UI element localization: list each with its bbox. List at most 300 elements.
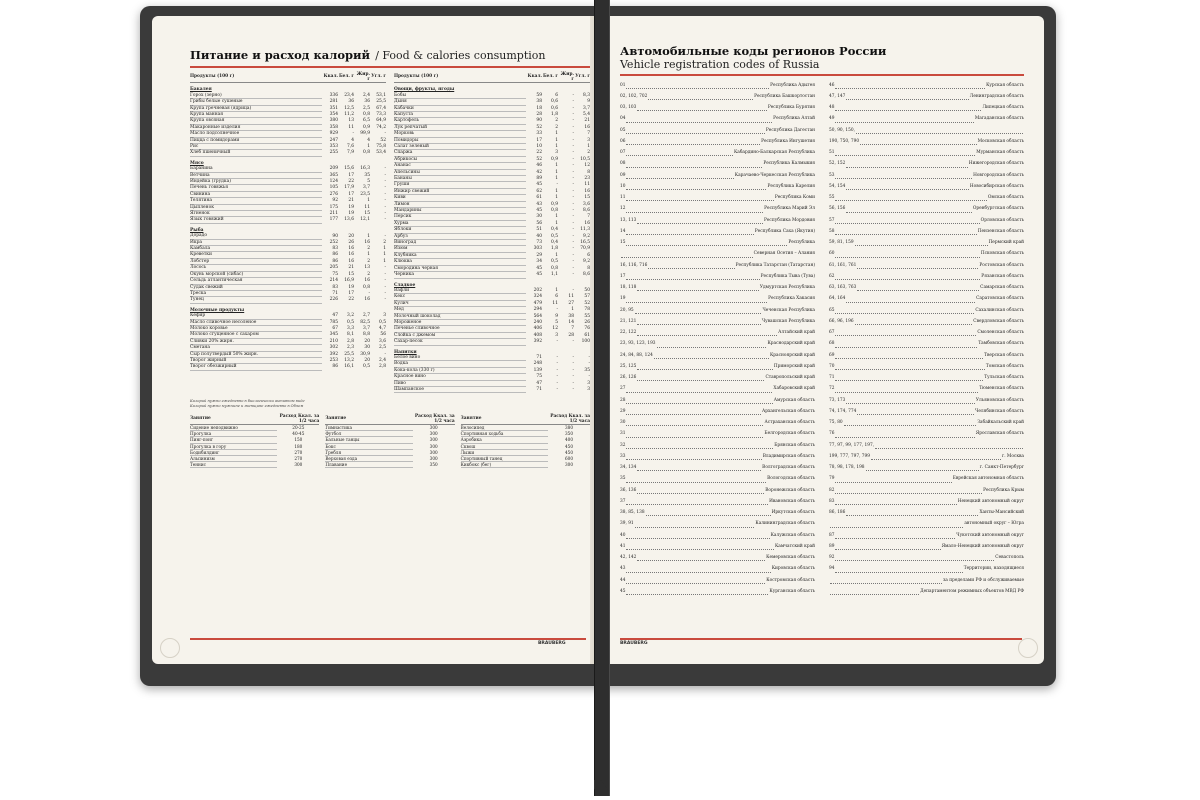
region-dot-leader (626, 122, 772, 123)
food-table-header-cell: Продукты (100 г) (190, 72, 322, 83)
food-value-cell: - (572, 111, 574, 117)
food-name-cell: Шампанское (394, 387, 526, 393)
region-name: Белгородская область (764, 431, 815, 437)
food-column-1 (190, 72, 386, 394)
region-code: 37 (620, 498, 626, 504)
food-name-cell: Вафли (394, 288, 526, 294)
food-table-header-cell: Угл. г (574, 72, 590, 83)
region-dot-leader (835, 178, 972, 179)
food-name-cell: Смородина черная (394, 265, 526, 271)
food-value-cell: 7 (587, 214, 590, 220)
region-dot-leader (835, 155, 975, 156)
region-code: 39, 91 (620, 521, 634, 527)
region-code-row (829, 507, 1024, 518)
right-page (606, 16, 1044, 664)
region-name: Свердловская область (973, 318, 1024, 324)
region-code-row (620, 147, 815, 158)
food-name-cell: Крупа манная (190, 111, 322, 117)
food-value-cell: - (572, 163, 574, 169)
food-name-cell: Лимон (394, 201, 526, 207)
food-table-header-cell: Бел. г (338, 72, 354, 83)
region-name: Пензенская область (977, 228, 1024, 234)
region-name: Костромская область (766, 577, 815, 583)
region-code-row (620, 417, 815, 428)
food-value-cell: 33 (536, 131, 542, 137)
food-value-cell: 3,6 (379, 338, 386, 344)
region-dot-leader (654, 358, 769, 359)
food-value-cell: 11 (584, 182, 590, 188)
food-value-cell: - (572, 367, 574, 373)
food-name-cell: Клубника (394, 252, 526, 258)
food-value-cell: 22 (536, 150, 542, 156)
region-code: 04 (620, 116, 626, 122)
food-value-cell: 15,6 (344, 166, 354, 172)
food-value-cell: 9,2 (583, 259, 590, 265)
region-code-row (829, 530, 1024, 541)
food-value-cell: 0,5 (379, 319, 386, 325)
food-value-cell: - (384, 278, 386, 284)
codes-column-2 (829, 80, 1024, 598)
food-value-cell: 71 (536, 355, 542, 361)
region-code-row (620, 237, 815, 248)
food-columns (190, 72, 590, 394)
food-value-cell: - (572, 240, 574, 246)
food-value-cell: 47 (332, 313, 338, 319)
region-name: Амурская область (773, 397, 815, 403)
food-table-header-cell: Жир. г (558, 72, 574, 83)
region-name: Ленинградская область (969, 93, 1024, 99)
region-dot-leader (635, 313, 762, 314)
food-value-cell: 205 (329, 265, 338, 271)
activity-table-1 (190, 414, 319, 469)
bottom-red-rule-right (620, 638, 1022, 640)
food-value-cell: - (572, 208, 574, 214)
region-dot-leader (835, 335, 976, 336)
region-dot-leader (846, 302, 975, 303)
food-value-cell: 71 (536, 387, 542, 392)
activity-name: Футбол (325, 431, 412, 437)
region-code: 30 (620, 420, 626, 425)
activity-kcal: 300 (429, 431, 438, 437)
food-value-cell: 75 (536, 374, 542, 380)
region-dot-leader (657, 347, 767, 348)
activity-name: Верховая езда (325, 456, 412, 462)
region-code: 16, 116, 716 (620, 262, 648, 268)
region-code: 64, 164 (829, 296, 846, 302)
activity-kcal: 300 (429, 443, 438, 449)
region-code-row (620, 327, 815, 338)
food-value-cell: 16 (584, 220, 590, 226)
food-table-header-cell: Продукты (100 г) (394, 72, 526, 83)
food-value-cell: 0,9 (363, 124, 370, 130)
region-name: автономный округ – Югра (964, 521, 1024, 527)
region-name: Чувашская Республика (761, 318, 815, 324)
region-code: 24, 84, 88, 124 (620, 352, 653, 358)
food-name-cell: Горох (зерно) (190, 93, 322, 99)
food-value-cell: 8,3 (583, 92, 590, 98)
region-dot-leader (626, 392, 772, 393)
food-value-cell: 3 (587, 387, 590, 392)
food-value-cell: 281 (329, 99, 338, 105)
region-name: Тверская область (984, 352, 1024, 358)
region-name: Республика Марий Эл (764, 206, 815, 212)
region-name: Вологодская область (767, 476, 815, 482)
region-code-row (620, 530, 815, 541)
food-value-cell: 11 (364, 204, 370, 210)
region-code-row (620, 226, 815, 237)
food-value-cell: 3,3 (347, 325, 354, 331)
food-value-cell: 30 (536, 214, 542, 220)
region-code-row (829, 440, 1024, 451)
region-name: Орловская область (980, 217, 1024, 223)
region-name: Ставропольский край (765, 375, 815, 380)
region-code: 05 (620, 127, 626, 133)
region-code-row (829, 541, 1024, 552)
region-name: Республика Ингушетия (761, 138, 815, 144)
activity-kcal: 350 (564, 431, 573, 437)
food-section-name: Рыба (190, 227, 204, 233)
region-dot-leader (835, 437, 974, 438)
food-section-name: Овощи, фрукты, ягоды (394, 87, 455, 93)
food-value-cell: 7 (571, 326, 574, 332)
food-name-cell: Сметана (190, 345, 322, 351)
food-value-cell: 52 (536, 124, 542, 130)
region-name: Тамбовская область (978, 341, 1024, 347)
region-name: Астраханская область (764, 420, 815, 425)
region-code-row (620, 316, 815, 327)
region-name: Владимирская область (762, 453, 815, 459)
region-code: 18, 118 (620, 285, 637, 290)
food-value-cell: 7 (587, 131, 590, 137)
region-code-row (829, 305, 1024, 316)
region-dot-leader (855, 324, 973, 325)
food-name-cell: Кабачки (394, 105, 526, 111)
region-name: Кемеровская область (766, 555, 815, 560)
food-section-heading (394, 278, 590, 288)
region-name: Ивановская область (769, 498, 815, 504)
food-section-heading (190, 156, 386, 166)
food-value-cell: 45 (536, 272, 542, 278)
food-value-cell: 0,4 (551, 240, 558, 246)
region-name: Севастополь (995, 555, 1024, 560)
food-title-en: / Food & calories consumption (375, 49, 546, 62)
region-code-row (829, 113, 1024, 124)
region-code: 54, 154 (829, 183, 846, 189)
activity-header-name: Занятие (190, 414, 277, 425)
region-code: 190, 750, 790 (829, 138, 860, 144)
food-table-header-cell: Жир. г (354, 72, 370, 83)
food-value-cell: 45 (536, 265, 542, 271)
food-name-cell: Груши (394, 182, 526, 188)
region-dot-leader (830, 594, 919, 595)
food-value-cell: 52 (536, 156, 542, 162)
food-name-cell: Капуста (394, 111, 526, 117)
region-dot-leader (846, 403, 975, 404)
region-name: Кабардино-Балкарская Республика (733, 150, 815, 155)
food-name-cell: Молоко сгущенное с сахаром (190, 332, 322, 338)
food-value-cell: 51 (536, 227, 542, 233)
region-dot-leader (626, 414, 760, 415)
food-table (190, 72, 386, 371)
region-code-row (829, 350, 1024, 361)
food-value-cell: - (572, 339, 574, 345)
region-dot-leader (846, 212, 971, 213)
region-name: Кировская область (771, 566, 815, 572)
food-value-cell: - (572, 92, 574, 98)
region-code: 77, 97, 99, 177, 197, (829, 442, 875, 448)
region-name: Ярославская область (975, 431, 1024, 437)
food-value-cell: 0,4 (551, 227, 558, 233)
food-value-cell: 16 (348, 252, 354, 258)
activity-kcal: 380 (564, 425, 573, 431)
region-name: Республика Дагестан (765, 127, 815, 133)
food-value-cell: 0,8 (551, 208, 558, 214)
region-name: Красноярский край (769, 352, 815, 358)
food-calories-section (190, 44, 590, 468)
food-value-cell: 302 (329, 345, 338, 351)
food-value-cell: - (572, 182, 574, 188)
region-dot-leader (637, 335, 777, 336)
region-code-row (829, 586, 1024, 597)
region-name: за пределами РФ и обслуживаемые (942, 577, 1024, 583)
region-dot-leader (626, 178, 733, 179)
activity-table (461, 414, 590, 469)
food-value-cell: 73 (536, 240, 542, 246)
activity-name: Гребля (325, 449, 412, 455)
activity-kcal: 40-45 (292, 431, 305, 437)
region-dot-leader (626, 549, 773, 550)
food-table-header (394, 72, 590, 83)
region-dot-leader (637, 369, 773, 370)
food-name-cell: Цыпленок (190, 204, 322, 210)
food-value-cell: 43 (536, 201, 542, 207)
food-value-cell: - (384, 191, 386, 197)
region-dot-leader (835, 347, 977, 348)
region-dot-leader (846, 167, 967, 168)
region-dot-leader (626, 167, 762, 168)
food-value-cell: 2 (555, 124, 558, 130)
food-value-cell: 16 (364, 278, 370, 284)
region-code: 94 (829, 566, 835, 572)
region-dot-leader (626, 425, 763, 426)
food-value-cell: 19 (348, 211, 354, 217)
food-value-cell: 21 (584, 118, 590, 124)
food-value-cell: 8,6 (583, 208, 590, 214)
region-code: 33 (620, 453, 626, 459)
region-code-row (829, 237, 1024, 248)
activity-kcal: 300 (429, 425, 438, 431)
region-code-row (620, 428, 815, 439)
food-value-cell: 47 (536, 380, 542, 386)
food-value-cell: 55 (584, 313, 590, 319)
region-name: Камчатский край (774, 543, 815, 549)
food-value-cell: 5 (367, 179, 370, 184)
food-value-cell: 3 (383, 313, 386, 319)
food-value-cell: 12,5 (344, 105, 354, 111)
region-code-row (620, 575, 815, 586)
region-code-row (620, 496, 815, 507)
food-value-cell: - (572, 214, 574, 220)
codes-title-en: Vehicle registration codes of Russia (620, 58, 820, 71)
region-dot-leader (626, 459, 761, 460)
food-value-cell: 6 (587, 252, 590, 258)
food-value-cell: 11 (568, 294, 574, 300)
region-dot-leader (626, 448, 773, 449)
food-value-cell: 16,3 (360, 166, 370, 172)
region-code-row (620, 91, 815, 102)
food-value-cell: 303 (533, 246, 542, 252)
food-name-cell: Инжир свежий (394, 188, 526, 194)
region-code: 51 (829, 150, 835, 155)
food-section-heading (190, 83, 386, 93)
region-code-row (829, 406, 1024, 417)
food-value-cell: - (572, 118, 574, 124)
activity-kcal: 180 (294, 443, 303, 449)
food-value-cell: 57 (584, 294, 590, 300)
activity-kcal: 350 (429, 462, 438, 468)
region-name: Смоленская область (977, 330, 1024, 335)
region-dot-leader (835, 572, 962, 573)
region-code: 67 (829, 330, 835, 335)
food-value-cell: 11,2 (344, 111, 354, 117)
region-code: 35 (620, 476, 626, 482)
food-value-cell: 1 (555, 143, 558, 149)
food-name-cell: Окунь морской (сибас) (190, 271, 322, 277)
region-code-row (829, 91, 1024, 102)
activity-kcal: 300 (564, 462, 573, 468)
region-dot-leader (648, 99, 753, 100)
brand-logo-right: BRAUBERG (620, 641, 648, 646)
activity-kcal: 450 (564, 449, 573, 455)
food-name-cell: Ананас (394, 163, 526, 169)
bottom-red-rule-left (190, 638, 586, 640)
food-value-cell: 1 (367, 233, 370, 239)
food-value-cell: 2 (383, 239, 386, 245)
region-code: 68 (829, 341, 835, 347)
region-dot-leader (626, 594, 768, 595)
region-name: Нижегородская область (968, 161, 1024, 167)
food-name-cell: Сельдь атлантическая (190, 278, 322, 284)
region-code-row (829, 338, 1024, 349)
food-value-cell: 2,8 (347, 338, 354, 344)
region-code: 63, 163, 763 (829, 285, 857, 290)
region-dot-leader (626, 504, 768, 505)
activity-name: Теннис (190, 462, 277, 468)
region-code-row (829, 428, 1024, 439)
region-code: 55 (829, 195, 835, 200)
food-value-cell: 16 (584, 188, 590, 194)
food-name-cell: Черника (394, 272, 526, 278)
food-value-cell: 3 (587, 380, 590, 386)
food-value-cell: 40 (536, 233, 542, 239)
food-value-cell: 26 (584, 319, 590, 325)
food-value-cell: 8,8 (363, 332, 370, 338)
activity-name: Сидение неподвижно (190, 425, 277, 431)
food-value-cell: 252 (329, 239, 338, 245)
food-value-cell: 3,7 (363, 325, 370, 331)
food-value-cell: 14 (568, 319, 574, 325)
activity-name: Спортивный танец (461, 456, 548, 462)
food-value-cell: 15 (584, 195, 590, 201)
food-note-1: Калорий нужно ежедневно в биологически активном виде (190, 399, 305, 404)
region-code: 53 (829, 172, 835, 178)
food-value-cell: 253 (329, 357, 338, 363)
food-value-cell: 100 (581, 339, 590, 345)
food-name-cell: Тунец (190, 297, 322, 303)
food-value-cell: 214 (329, 278, 338, 284)
region-dot-leader (626, 302, 767, 303)
region-dot-leader (637, 290, 758, 291)
activity-tables (190, 414, 590, 469)
region-code: 29 (620, 408, 626, 414)
food-value-cell: 2,5 (379, 345, 386, 351)
bookmark-ribbon[interactable] (594, 0, 610, 796)
food-value-cell: 8,1 (347, 332, 354, 338)
region-code-row (620, 485, 815, 496)
region-name: Томская область (985, 363, 1024, 369)
food-value-cell: 3,6 (583, 201, 590, 207)
food-value-cell: 0,9 (551, 201, 558, 207)
food-name-cell: Мед (394, 307, 526, 313)
region-code-row (620, 282, 815, 293)
region-code: 62 (829, 273, 835, 279)
food-name-cell: Бананы (394, 176, 526, 182)
food-value-cell: 75 (332, 271, 338, 277)
food-value-cell: 28 (568, 332, 574, 338)
region-code-row (829, 260, 1024, 271)
region-code: 58 (829, 228, 835, 234)
food-value-cell: - (572, 380, 574, 386)
region-name: Омская область (987, 195, 1024, 200)
activity-header-kcal: Расход Ккал. за 1/2 часа (277, 414, 319, 425)
region-code: 75, 80 (829, 420, 843, 425)
region-code: 26, 126 (620, 375, 637, 380)
food-value-cell: 380 (329, 118, 338, 124)
activity-name: Кикбокс (бег) (461, 462, 548, 468)
food-value-cell: - (572, 355, 574, 361)
food-value-cell: 13,6 (344, 217, 354, 223)
food-value-cell: - (572, 195, 574, 201)
page-corner-right (1018, 638, 1038, 658)
region-name: Республика Саха (Якутия) (754, 228, 815, 234)
food-value-cell: 2 (587, 150, 590, 156)
food-value-cell: 22 (348, 179, 354, 184)
region-code-row (829, 473, 1024, 484)
food-value-cell: 3 (555, 332, 558, 338)
region-dot-leader (835, 313, 974, 314)
food-value-cell: - (384, 297, 386, 303)
food-value-cell: 336 (329, 92, 338, 98)
region-dot-leader (875, 448, 1023, 449)
region-code: 199, 777, 797, 799 (829, 453, 871, 459)
region-code: 78, 98, 178, 198 (829, 465, 865, 470)
food-name-cell: Водка (394, 361, 526, 367)
food-section-name: Напитки (394, 349, 417, 355)
region-name: Республика Хакасия (768, 296, 815, 302)
food-value-cell: 45 (536, 208, 542, 214)
region-dot-leader (637, 223, 763, 224)
region-dot-leader (626, 189, 766, 190)
food-value-cell: 38 (536, 99, 542, 105)
region-name: Калужская область (770, 532, 815, 538)
region-dot-leader (637, 324, 760, 325)
region-name: Республика Коми (774, 195, 815, 200)
activity-kcal: 300 (429, 456, 438, 462)
activity-table (325, 414, 454, 469)
food-name-cell: Мандарины (394, 208, 526, 214)
food-value-cell: 92 (332, 198, 338, 204)
food-value-cell: 83 (332, 284, 338, 290)
